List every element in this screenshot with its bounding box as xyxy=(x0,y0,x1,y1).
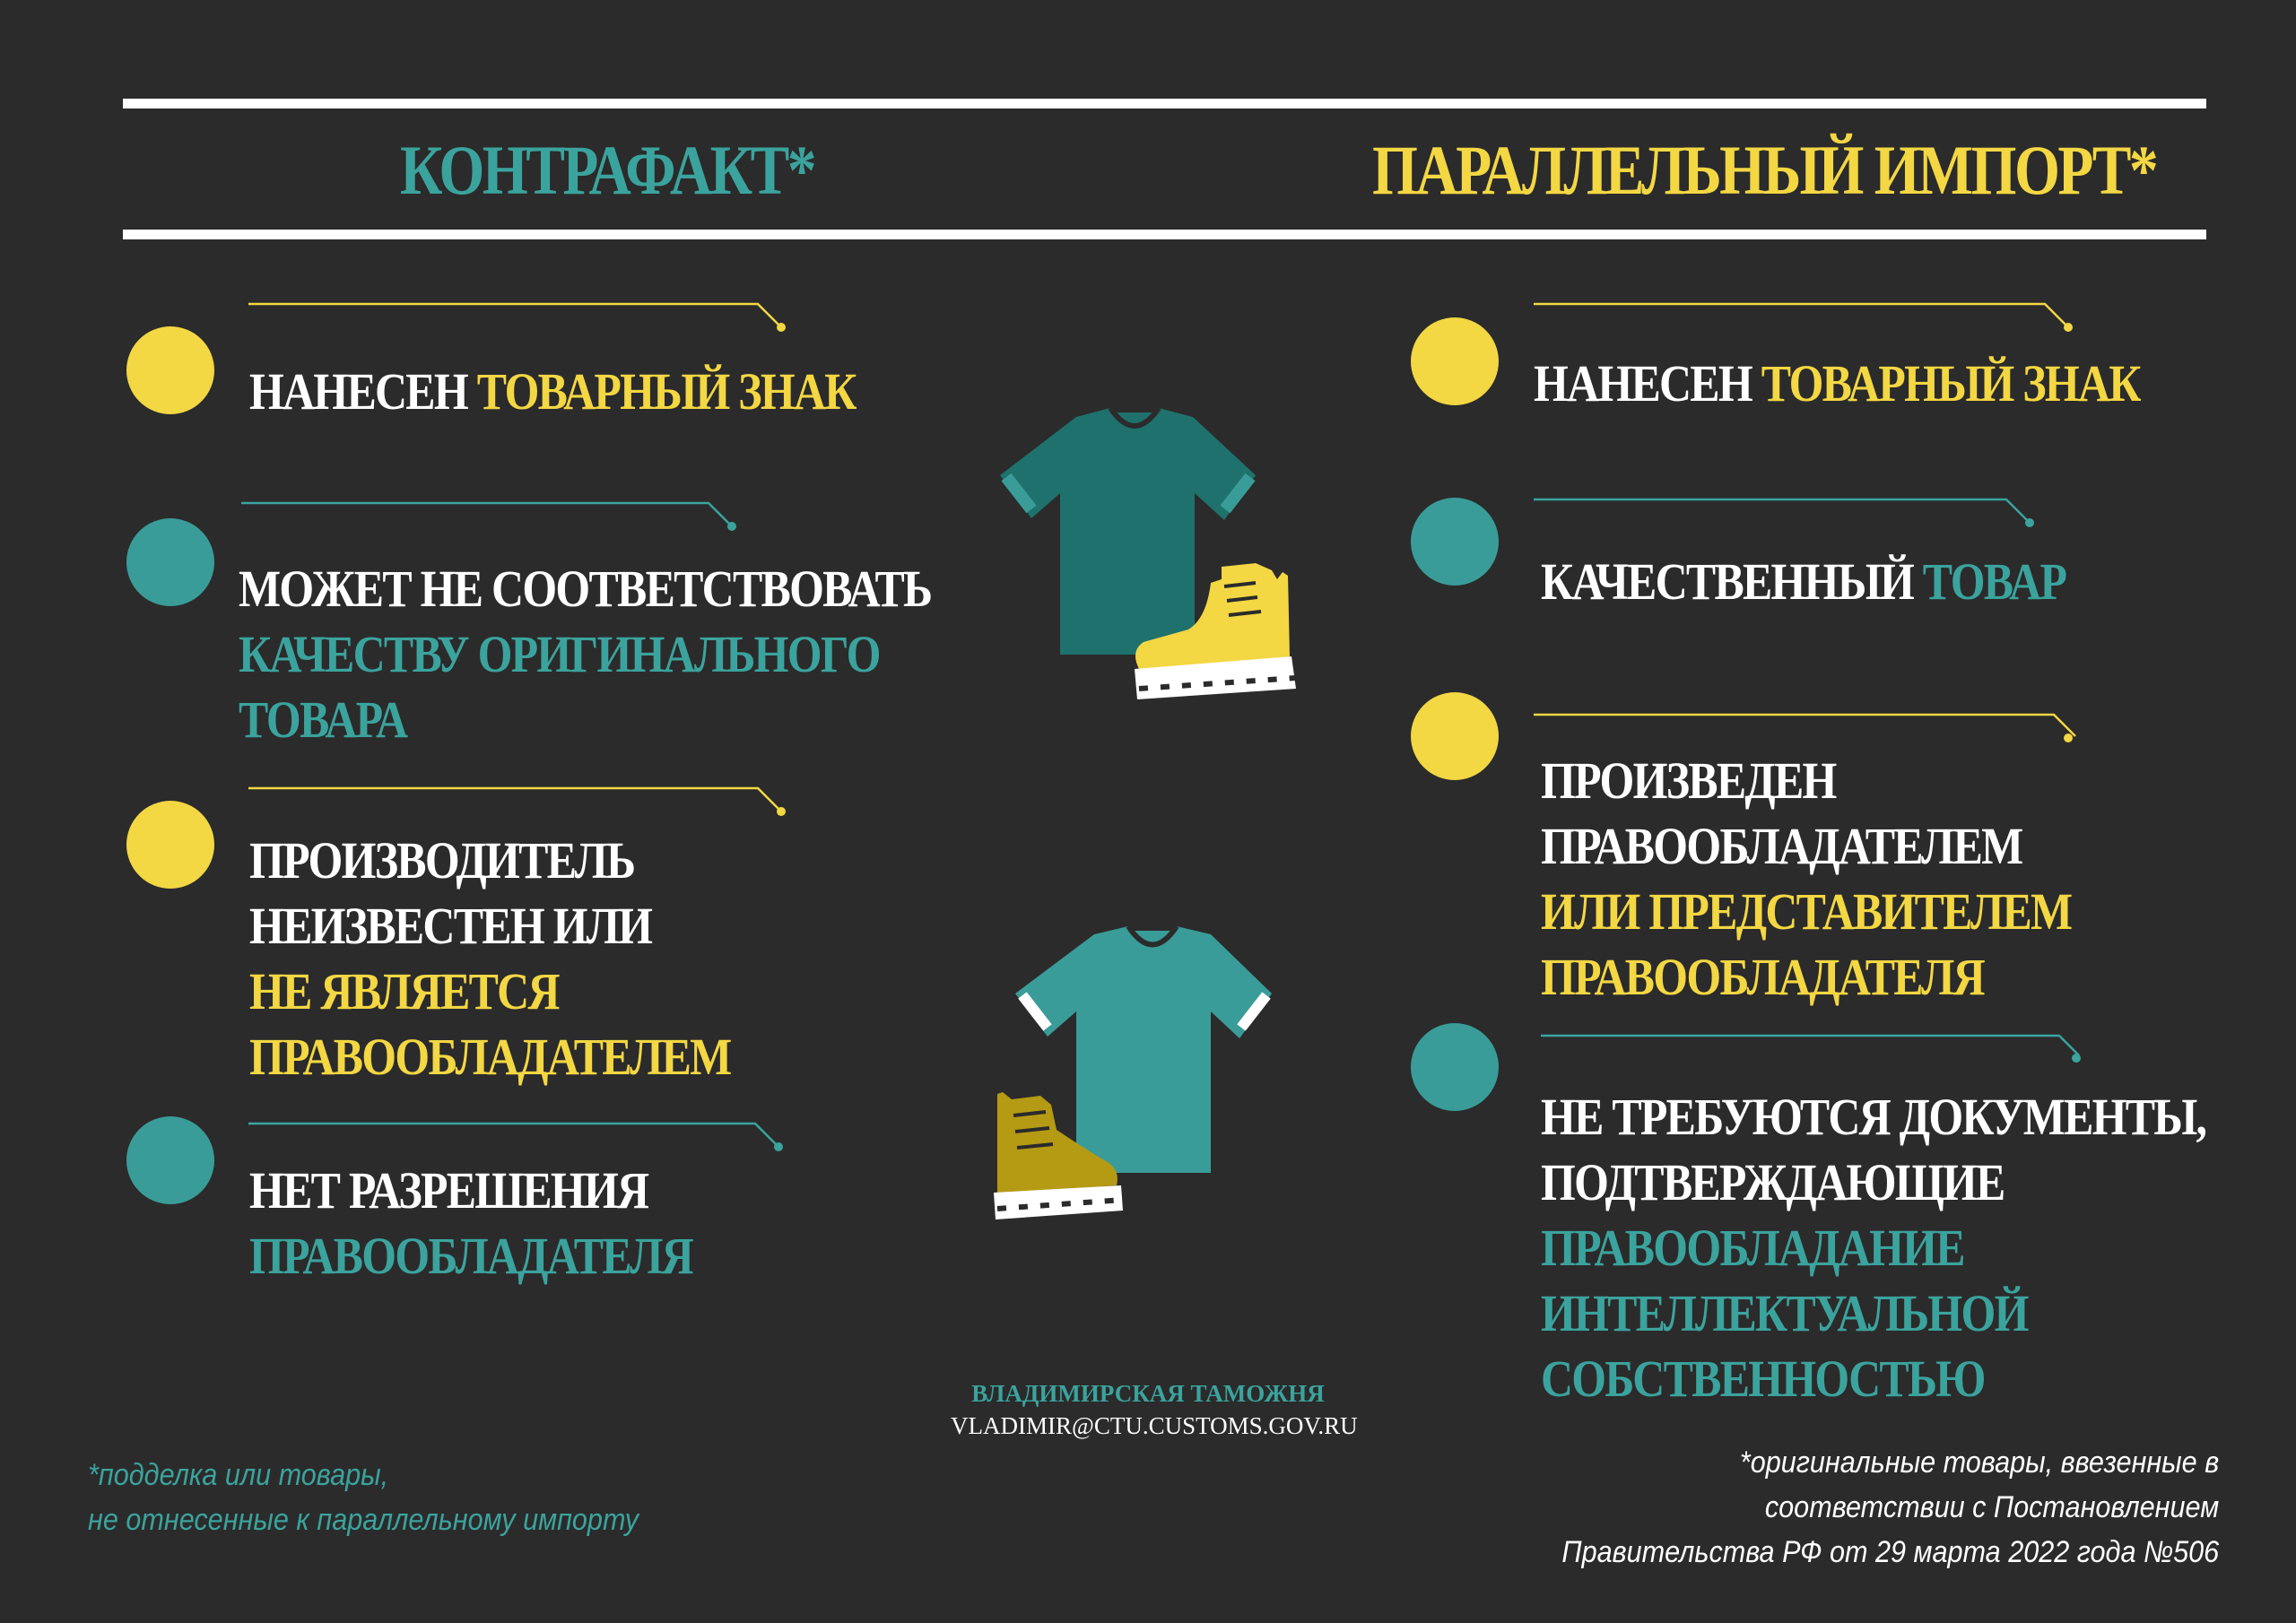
left-item-manufacturer: ПРОИЗВОДИТЕЛЬ НЕИЗВЕСТЕН ИЛИ НЕ ЯВЛЯЕТСЯ ПРАВООБЛАДАТЕЛЕМ xyxy=(249,831,731,1086)
heading-counterfeit: КОНТРАФАКТ* xyxy=(400,131,815,209)
header-bottom-rule xyxy=(123,230,2206,239)
footnote-counterfeit: *подделка или товары, не отнесенные к параллельному импорту xyxy=(88,1458,639,1537)
left-item-no-permission: НЕТ РАЗРЕШЕНИЯ ПРАВООБЛАДАТЕЛЯ xyxy=(249,1161,692,1285)
agency-email: VLADIMIR@CTU.CUSTOMS.GOV.RU xyxy=(951,1412,1358,1439)
bullet-dot-icon xyxy=(1411,498,1499,586)
bullet-dot-icon xyxy=(126,518,214,606)
connector-line xyxy=(248,1120,787,1156)
connector-line xyxy=(248,300,787,336)
right-item-produced-by-holder: ПРОИЗВЕДЕН ПРАВООБЛАДАТЕЛЕМ ИЛИ ПРЕДСТАВИТЕЛЕМ ПРАВООБЛАДАТЕЛЯ xyxy=(1541,751,2072,1006)
connector-line xyxy=(248,785,787,820)
illustration-counterfeit xyxy=(987,404,1327,717)
right-item-trademark: НАНЕСЕН ТОВАРНЫЙ ЗНАК xyxy=(1534,354,2140,412)
left-item-quality: МОЖЕТ НЕ СООТВЕТСТВОВАТЬ КАЧЕСТВУ ОРИГИНАЛЬНОГО ТОВАРА xyxy=(239,560,932,749)
connector-line xyxy=(241,499,744,535)
footnote-parallel-import: *оригинальные товары, ввезенные в соответствии с Постановлением Правительства РФ от 29 марта 2022 года №506 xyxy=(1561,1445,2219,1569)
connector-line xyxy=(1534,300,2072,336)
illustration-parallel-import xyxy=(987,924,1327,1237)
left-item-trademark: НАНЕСЕН ТОВАРНЫЙ ЗНАК xyxy=(249,362,856,421)
bullet-dot-icon xyxy=(1411,1023,1499,1111)
header-top-rule xyxy=(123,99,2206,108)
right-item-no-documents: НЕ ТРЕБУЮТСЯ ДОКУМЕНТЫ, ПОДТВЕРЖДАЮЩИЕ ПРАВООБЛАДАНИЕ ИНТЕЛЛЕКТУАЛЬНОЙ СОБСТВЕННОСТЬЮ xyxy=(1541,1088,2206,1408)
agency-name: ВЛАДИМИРСКАЯ ТАМОЖНЯ xyxy=(971,1380,1325,1407)
right-item-quality-goods: КАЧЕСТВЕННЫЙ ТОВАР xyxy=(1541,552,2066,611)
heading-parallel-import: ПАРАЛЛЕЛЬНЫЙ ИМПОРТ* xyxy=(1372,131,2157,209)
bullet-dot-icon xyxy=(126,1116,214,1204)
connector-line xyxy=(1534,496,2036,532)
agency-block xyxy=(951,1377,1358,1442)
connector-line xyxy=(1534,711,2072,747)
bullet-dot-icon xyxy=(126,326,214,414)
bullet-dot-icon xyxy=(1411,317,1499,405)
connector-line xyxy=(1541,1032,2079,1068)
bullet-dot-icon xyxy=(126,801,214,889)
bullet-dot-icon xyxy=(1411,692,1499,780)
